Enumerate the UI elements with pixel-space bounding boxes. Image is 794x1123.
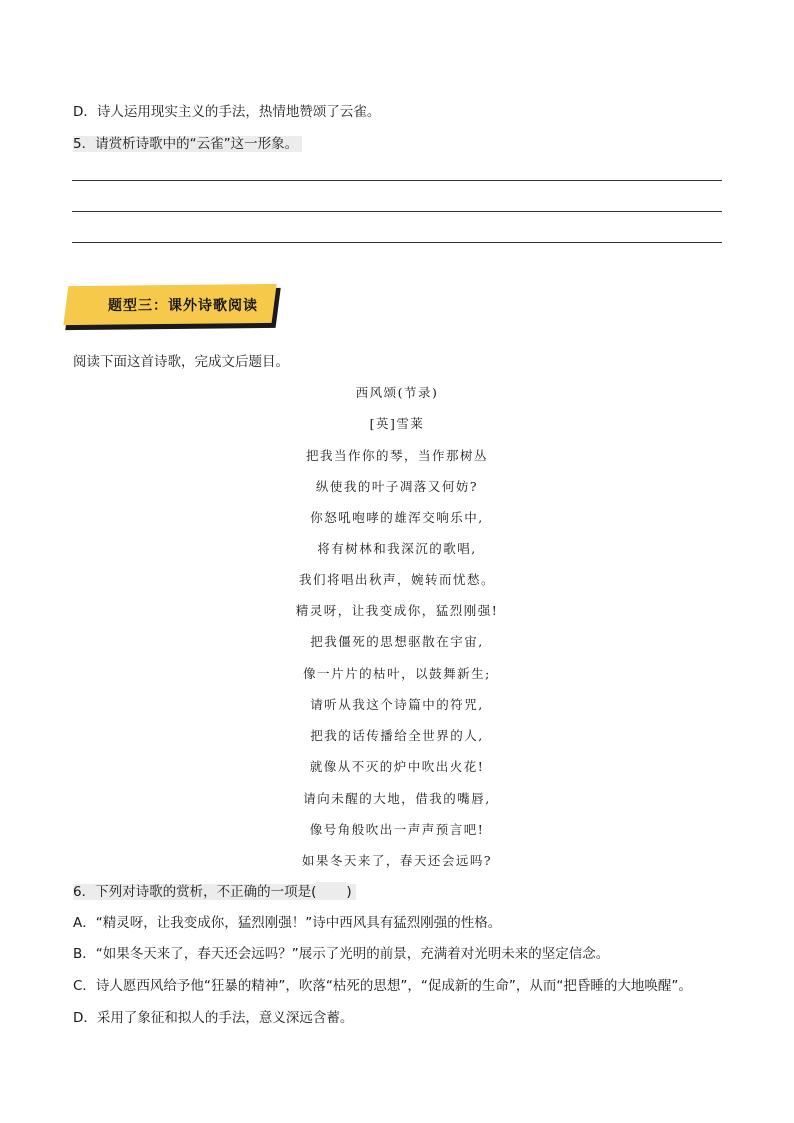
q5-prompt-text: 5．请赏析诗歌中的“云雀”这一形象。 [73,136,302,152]
poem-line: 把我僵死的思想驱散在宇宙, [310,634,484,649]
q6-option-b: B．“如果冬天来了，春天还会远吗？”展示了光明的前景，充满着对光明未来的坚定信念。 [73,946,610,962]
poem-line: 如果冬天来了，春天还会远吗? [301,853,493,868]
q4-option-d: D．诗人运用现实主义的手法，热情地赞颂了云雀。 [73,104,381,120]
poem-line: 像一片片的枯叶，以鼓舞新生; [303,666,491,681]
section-banner-title: 题型三：课外诗歌阅读 [108,298,258,314]
poem-line: 我们将唱出秋声，婉转而忧愁。 [298,572,495,587]
poem-author: [英]雪莱 [369,416,425,431]
q6-stem [73,882,356,902]
answer-blank[interactable] [316,882,346,899]
poem-line: 纵使我的叶子凋落又何妨? [315,479,479,494]
poem-line: 将有树林和我深沉的歌唱, [317,541,477,556]
answer-line-1 [72,180,722,181]
section-banner [64,284,280,330]
poem-line: 就像从不灭的炉中吹出火花! [309,759,485,774]
q6-stem-before: 6．下列对诗歌的赏析，不正确的一项是( [73,884,317,900]
answer-line-2 [72,211,722,212]
poem-line: 把我的话传播给全世界的人, [310,728,484,743]
reading-instruction: 阅读下面这首诗歌，完成文后题目。 [73,354,289,370]
q6-option-c: C．诗人愿西风给予他“狂暴的精神”，吹落“枯死的思想”，“促成新的生命”，从而“把昏睡的大地唤醒”。 [73,978,692,994]
q6-option-a: A．“精灵呀，让我变成你，猛烈刚强！”诗中西风具有猛烈刚强的性格。 [73,915,502,931]
answer-line-3 [72,242,722,243]
poem-line: 你怒吼咆哮的雄浑交响乐中, [310,510,484,525]
poem-line: 请听从我这个诗篇中的符咒, [310,697,484,712]
q5-prompt [73,134,302,154]
q6-stem-after: ) [346,884,352,900]
poem-title: 西风颂(节录) [355,385,439,400]
poem-line: 像号角般吹出一声声预言吧! [309,822,485,837]
poem-line: 精灵呀，让我变成你，猛烈刚强! [295,603,499,618]
poem-line: 把我当作你的琴，当作那树丛 [305,448,488,463]
poem-line: 请向未醒的大地，借我的嘴唇, [303,791,491,806]
q6-stem-text [73,884,356,900]
q6-option-d: D．采用了象征和拟人的手法，意义深远含蓄。 [73,1010,354,1026]
